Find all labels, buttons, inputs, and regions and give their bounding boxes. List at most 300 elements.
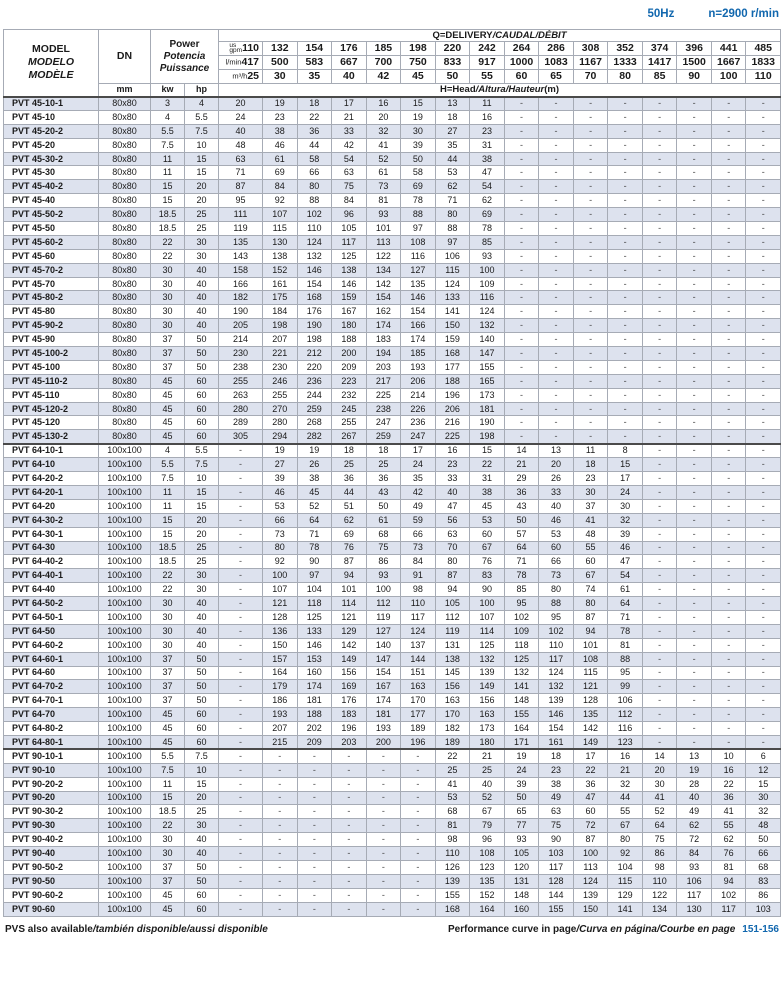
- head-cell: -: [711, 610, 746, 624]
- head-cell: -: [539, 360, 574, 374]
- head-cell: -: [608, 152, 643, 166]
- lmin-value: 1500: [677, 56, 712, 70]
- head-cell: 48: [573, 527, 608, 541]
- head-cell: 16: [470, 110, 505, 124]
- hp-cell: 40: [185, 847, 219, 861]
- head-cell: 155: [504, 708, 539, 722]
- head-cell: -: [677, 416, 712, 430]
- head-cell: 137: [401, 638, 436, 652]
- head-cell: -: [219, 499, 263, 513]
- head-cell: -: [677, 319, 712, 333]
- head-cell: 151: [401, 666, 436, 680]
- head-cell: -: [504, 249, 539, 263]
- head-cell: 63: [435, 527, 470, 541]
- head-cell: 130: [677, 902, 712, 916]
- head-cell: 124: [573, 874, 608, 888]
- kw-cell: 30: [151, 305, 185, 319]
- kw-cell: 45: [151, 902, 185, 916]
- head-cell: 40: [539, 499, 574, 513]
- head-cell: -: [366, 791, 401, 805]
- head-cell: -: [746, 610, 781, 624]
- head-cell: -: [711, 235, 746, 249]
- head-cell: 14: [642, 749, 677, 763]
- dn-cell: 100x100: [99, 847, 151, 861]
- head-cell: 132: [470, 319, 505, 333]
- kw-cell: 4: [151, 444, 185, 458]
- dn-cell: 80x80: [99, 347, 151, 361]
- head-cell: 95: [608, 666, 643, 680]
- head-cell: -: [677, 624, 712, 638]
- head-cell: -: [608, 110, 643, 124]
- head-cell: -: [219, 472, 263, 486]
- head-cell: 153: [297, 652, 332, 666]
- head-cell: -: [677, 666, 712, 680]
- head-cell: 107: [470, 610, 505, 624]
- model-cell: PVT 64-70-1: [4, 694, 99, 708]
- head-cell: 88: [401, 208, 436, 222]
- head-cell: -: [642, 708, 677, 722]
- table-row: [4, 527, 781, 541]
- head-cell: -: [746, 249, 781, 263]
- head-cell: -: [677, 152, 712, 166]
- head-cell: 87: [573, 610, 608, 624]
- head-cell: 167: [332, 305, 367, 319]
- head-cell: 18: [297, 97, 332, 111]
- head-cell: -: [366, 902, 401, 916]
- head-cell: 71: [297, 527, 332, 541]
- head-cell: 30: [642, 777, 677, 791]
- head-cell: 24: [219, 110, 263, 124]
- head-cell: 142: [332, 638, 367, 652]
- head-cell: 94: [435, 583, 470, 597]
- head-cell: 173: [470, 388, 505, 402]
- head-cell: 154: [401, 305, 436, 319]
- head-cell: 173: [470, 722, 505, 736]
- lmin-value: 500: [263, 56, 298, 70]
- head-cell: 102: [539, 624, 574, 638]
- head-cell: 149: [573, 735, 608, 749]
- head-cell: -: [746, 430, 781, 444]
- kw-cell: 45: [151, 416, 185, 430]
- head-cell: -: [539, 97, 574, 111]
- hp-cell: 50: [185, 333, 219, 347]
- head-cell: 150: [263, 638, 298, 652]
- head-cell: 115: [573, 666, 608, 680]
- head-cell: 86: [642, 847, 677, 861]
- head-cell: 154: [297, 277, 332, 291]
- head-cell: -: [642, 541, 677, 555]
- kw-cell: 5.5: [151, 749, 185, 763]
- head-cell: 38: [470, 485, 505, 499]
- head-cell: -: [573, 235, 608, 249]
- dn-cell: 80x80: [99, 110, 151, 124]
- head-cell: 10: [711, 749, 746, 763]
- head-cell: 69: [263, 166, 298, 180]
- model-cell: PVT 64-50-2: [4, 597, 99, 611]
- hp-cell: 40: [185, 638, 219, 652]
- head-cell: -: [219, 555, 263, 569]
- head-cell: 17: [608, 472, 643, 486]
- head-cell: 23: [263, 110, 298, 124]
- head-cell: -: [573, 138, 608, 152]
- dn-cell: 100x100: [99, 597, 151, 611]
- head-cell: -: [642, 416, 677, 430]
- head-cell: -: [746, 291, 781, 305]
- head-cell: -: [642, 638, 677, 652]
- head-cell: -: [539, 222, 574, 236]
- model-cell: PVT 45-70-2: [4, 263, 99, 277]
- head-cell: 103: [539, 847, 574, 861]
- head-cell: 52: [297, 499, 332, 513]
- kw-cell: 30: [151, 291, 185, 305]
- dn-cell: 100x100: [99, 541, 151, 555]
- head-cell: 118: [297, 597, 332, 611]
- kw-cell: 37: [151, 333, 185, 347]
- table-row: [4, 180, 781, 194]
- head-cell: -: [642, 208, 677, 222]
- head-cell: 203: [366, 360, 401, 374]
- head-cell: 112: [435, 610, 470, 624]
- dn-cell: 80x80: [99, 235, 151, 249]
- head-cell: -: [711, 444, 746, 458]
- head-cell: -: [711, 263, 746, 277]
- head-cell: 163: [435, 694, 470, 708]
- head-cell: -: [297, 860, 332, 874]
- head-cell: 121: [332, 610, 367, 624]
- dn-unit-cell: mm: [99, 84, 151, 97]
- head-cell: 133: [297, 624, 332, 638]
- head-cell: 75: [366, 541, 401, 555]
- head-cell: -: [677, 347, 712, 361]
- head-cell: 27: [263, 458, 298, 472]
- head-cell: 21: [608, 763, 643, 777]
- table-row: [4, 763, 781, 777]
- table-row: [4, 694, 781, 708]
- head-cell: -: [263, 902, 298, 916]
- head-cell: 152: [263, 263, 298, 277]
- head-cell: 46: [539, 513, 574, 527]
- head-cell: -: [711, 735, 746, 749]
- head-cell: -: [711, 680, 746, 694]
- head-cell: 166: [401, 319, 436, 333]
- hp-cell: 50: [185, 680, 219, 694]
- head-cell: -: [677, 291, 712, 305]
- table-row: [4, 374, 781, 388]
- head-cell: 47: [470, 166, 505, 180]
- head-cell: 31: [470, 138, 505, 152]
- kw-cell: 11: [151, 777, 185, 791]
- head-cell: -: [746, 735, 781, 749]
- dn-cell: 80x80: [99, 374, 151, 388]
- dn-cell: 100x100: [99, 791, 151, 805]
- kw-cell: 5.5: [151, 124, 185, 138]
- head-cell: 111: [219, 208, 263, 222]
- head-cell: -: [297, 874, 332, 888]
- head-cell: -: [711, 555, 746, 569]
- head-cell: 138: [263, 249, 298, 263]
- head-cell: 184: [263, 305, 298, 319]
- head-cell: 117: [332, 235, 367, 249]
- head-cell: -: [539, 388, 574, 402]
- kw-unit-cell: kw: [151, 84, 185, 97]
- head-cell: 22: [573, 763, 608, 777]
- head-cell: -: [677, 124, 712, 138]
- kw-cell: 15: [151, 180, 185, 194]
- dn-cell: 80x80: [99, 194, 151, 208]
- head-cell: -: [263, 791, 298, 805]
- curve-reference-en: Performance curve in page: [447, 923, 577, 935]
- head-cell: -: [642, 430, 677, 444]
- usgpm-first-value: 110: [242, 42, 260, 55]
- head-cell: 67: [470, 541, 505, 555]
- head-cell: 44: [435, 152, 470, 166]
- head-cell: 106: [608, 694, 643, 708]
- head-cell: 16: [435, 444, 470, 458]
- hp-cell: 60: [185, 416, 219, 430]
- usgpm-value: 132: [263, 42, 298, 56]
- head-cell: -: [642, 472, 677, 486]
- head-cell: -: [642, 722, 677, 736]
- head-cell: 20: [539, 458, 574, 472]
- head-cell: -: [677, 541, 712, 555]
- head-cell: 98: [401, 583, 436, 597]
- head-cell: 97: [401, 222, 436, 236]
- head-cell: 21: [470, 749, 505, 763]
- lmin-value: 583: [297, 56, 332, 70]
- head-cell: 108: [573, 652, 608, 666]
- head-cell: -: [504, 152, 539, 166]
- head-cell: 112: [608, 708, 643, 722]
- head-cell: 30: [608, 499, 643, 513]
- hp-cell: 50: [185, 666, 219, 680]
- dn-cell: 80x80: [99, 263, 151, 277]
- table-row: [4, 458, 781, 472]
- kw-cell: 22: [151, 235, 185, 249]
- head-cell: -: [539, 138, 574, 152]
- head-cell: 84: [401, 555, 436, 569]
- head-cell: -: [297, 833, 332, 847]
- head-cell: 80: [573, 597, 608, 611]
- head-cell: 36: [366, 472, 401, 486]
- head-cell: 36: [573, 777, 608, 791]
- dn-cell: 100x100: [99, 472, 151, 486]
- head-cell: 161: [539, 735, 574, 749]
- head-cell: -: [711, 333, 746, 347]
- head-cell: 193: [263, 708, 298, 722]
- head-cell: 46: [263, 138, 298, 152]
- head-cell: 59: [401, 513, 436, 527]
- head-cell: -: [539, 110, 574, 124]
- head-cell: -: [642, 152, 677, 166]
- kw-cell: 45: [151, 374, 185, 388]
- dn-cell: 100x100: [99, 499, 151, 513]
- head-cell: 190: [219, 305, 263, 319]
- head-cell: 40: [435, 485, 470, 499]
- usgpm-value: 220: [435, 42, 470, 56]
- head-cell: 62: [677, 819, 712, 833]
- head-cell: 61: [366, 513, 401, 527]
- head-cell: 188: [435, 374, 470, 388]
- table-row: [4, 847, 781, 861]
- head-cell: 41: [366, 138, 401, 152]
- head-cell: 163: [401, 680, 436, 694]
- table-row: [4, 194, 781, 208]
- head-cell: -: [332, 874, 367, 888]
- table-row: [4, 597, 781, 611]
- head-cell: 33: [332, 124, 367, 138]
- hp-cell: 10: [185, 472, 219, 486]
- model-cell: PVT 45-50: [4, 222, 99, 236]
- head-cell: 117: [539, 652, 574, 666]
- head-cell: -: [573, 402, 608, 416]
- head-cell: -: [219, 735, 263, 749]
- head-cell: 110: [297, 222, 332, 236]
- head-cell: 19: [677, 763, 712, 777]
- head-cell: -: [608, 333, 643, 347]
- head-cell: 190: [470, 416, 505, 430]
- hp-cell: 40: [185, 291, 219, 305]
- head-cell: -: [366, 749, 401, 763]
- head-cell: 24: [504, 763, 539, 777]
- head-cell: 55: [711, 819, 746, 833]
- kw-cell: 18.5: [151, 805, 185, 819]
- head-cell: -: [677, 374, 712, 388]
- table-row: [4, 430, 781, 444]
- head-cell: 102: [504, 610, 539, 624]
- head-cell: 75: [332, 180, 367, 194]
- head-cell: -: [711, 277, 746, 291]
- head-cell: -: [263, 749, 298, 763]
- head-cell: 50: [746, 833, 781, 847]
- head-cell: 62: [470, 194, 505, 208]
- head-cell: 76: [711, 847, 746, 861]
- head-cell: -: [677, 583, 712, 597]
- head-cell: 118: [504, 638, 539, 652]
- head-cell: 66: [539, 555, 574, 569]
- head-cell: -: [711, 180, 746, 194]
- footer-availability-note: [5, 924, 268, 935]
- curve-page-numbers: 151-156: [742, 923, 779, 935]
- head-cell: -: [746, 513, 781, 527]
- head-cell: 78: [608, 624, 643, 638]
- model-cell: PVT 45-70: [4, 277, 99, 291]
- head-cell: 122: [366, 249, 401, 263]
- dn-cell: 100x100: [99, 902, 151, 916]
- head-cell: 174: [366, 694, 401, 708]
- head-cell: 113: [366, 235, 401, 249]
- head-cell: 48: [746, 819, 781, 833]
- head-cell: 100: [366, 583, 401, 597]
- head-cell: 141: [608, 902, 643, 916]
- dn-cell: 100x100: [99, 610, 151, 624]
- head-cell: 127: [366, 624, 401, 638]
- usgpm-value: 396: [677, 42, 712, 56]
- head-cell: 60: [470, 527, 505, 541]
- head-cell: 87: [332, 555, 367, 569]
- head-cell: 32: [746, 805, 781, 819]
- head-cell: 135: [573, 708, 608, 722]
- head-cell: 244: [297, 388, 332, 402]
- head-cell: -: [677, 430, 712, 444]
- model-column-header: [4, 30, 99, 97]
- dn-cell: 100x100: [99, 666, 151, 680]
- head-cell: -: [608, 166, 643, 180]
- head-cell: 20: [366, 110, 401, 124]
- kw-cell: 37: [151, 666, 185, 680]
- head-cell: 170: [401, 694, 436, 708]
- head-cell: -: [746, 499, 781, 513]
- head-cell: -: [642, 222, 677, 236]
- head-cell: 110: [642, 874, 677, 888]
- head-cell: -: [504, 235, 539, 249]
- head-cell: 47: [435, 499, 470, 513]
- head-cell: 18: [573, 458, 608, 472]
- head-cell: -: [332, 763, 367, 777]
- head-cell: -: [504, 430, 539, 444]
- head-cell: -: [504, 180, 539, 194]
- head-cell: 94: [573, 624, 608, 638]
- table-row: [4, 749, 781, 763]
- head-cell: 246: [263, 374, 298, 388]
- head-cell: 62: [711, 833, 746, 847]
- hp-cell: 5.5: [185, 444, 219, 458]
- head-cell: 66: [746, 847, 781, 861]
- lmin-value: 833: [435, 56, 470, 70]
- head-cell: -: [219, 902, 263, 916]
- head-cell: -: [677, 444, 712, 458]
- head-cell: 196: [332, 722, 367, 736]
- head-cell: -: [608, 208, 643, 222]
- table-row: [4, 138, 781, 152]
- head-cell: 36: [504, 485, 539, 499]
- head-cell: -: [366, 819, 401, 833]
- head-cell: -: [608, 319, 643, 333]
- head-cell: -: [219, 666, 263, 680]
- head-cell: -: [746, 194, 781, 208]
- head-cell: 149: [470, 680, 505, 694]
- head-cell: -: [608, 97, 643, 111]
- head-cell: 42: [332, 138, 367, 152]
- head-cell: 115: [263, 222, 298, 236]
- lmin-value: 700: [366, 56, 401, 70]
- head-cell: -: [677, 722, 712, 736]
- head-cell: 141: [435, 305, 470, 319]
- hp-cell: 30: [185, 569, 219, 583]
- head-cell: 41: [435, 777, 470, 791]
- head-cell: 198: [263, 319, 298, 333]
- head-cell: 149: [332, 652, 367, 666]
- usgpm-value: 154: [297, 42, 332, 56]
- model-cell: PVT 64-30: [4, 541, 99, 555]
- head-cell: 104: [297, 583, 332, 597]
- head-cell: -: [677, 472, 712, 486]
- model-cell: PVT 45-120-2: [4, 402, 99, 416]
- head-cell: 95: [504, 597, 539, 611]
- head-cell: 206: [401, 374, 436, 388]
- head-cell: 53: [263, 499, 298, 513]
- m3h-first-value: 25: [247, 70, 260, 83]
- m3h-unit-label: m³/h: [232, 71, 248, 81]
- head-cell: 13: [435, 97, 470, 111]
- head-cell: 117: [539, 860, 574, 874]
- usgpm-value: 286: [539, 42, 574, 56]
- head-cell: 125: [504, 652, 539, 666]
- head-cell: -: [539, 208, 574, 222]
- head-cell: -: [677, 305, 712, 319]
- head-cell: -: [504, 110, 539, 124]
- head-cell: -: [608, 277, 643, 291]
- head-cell: 17: [401, 444, 436, 458]
